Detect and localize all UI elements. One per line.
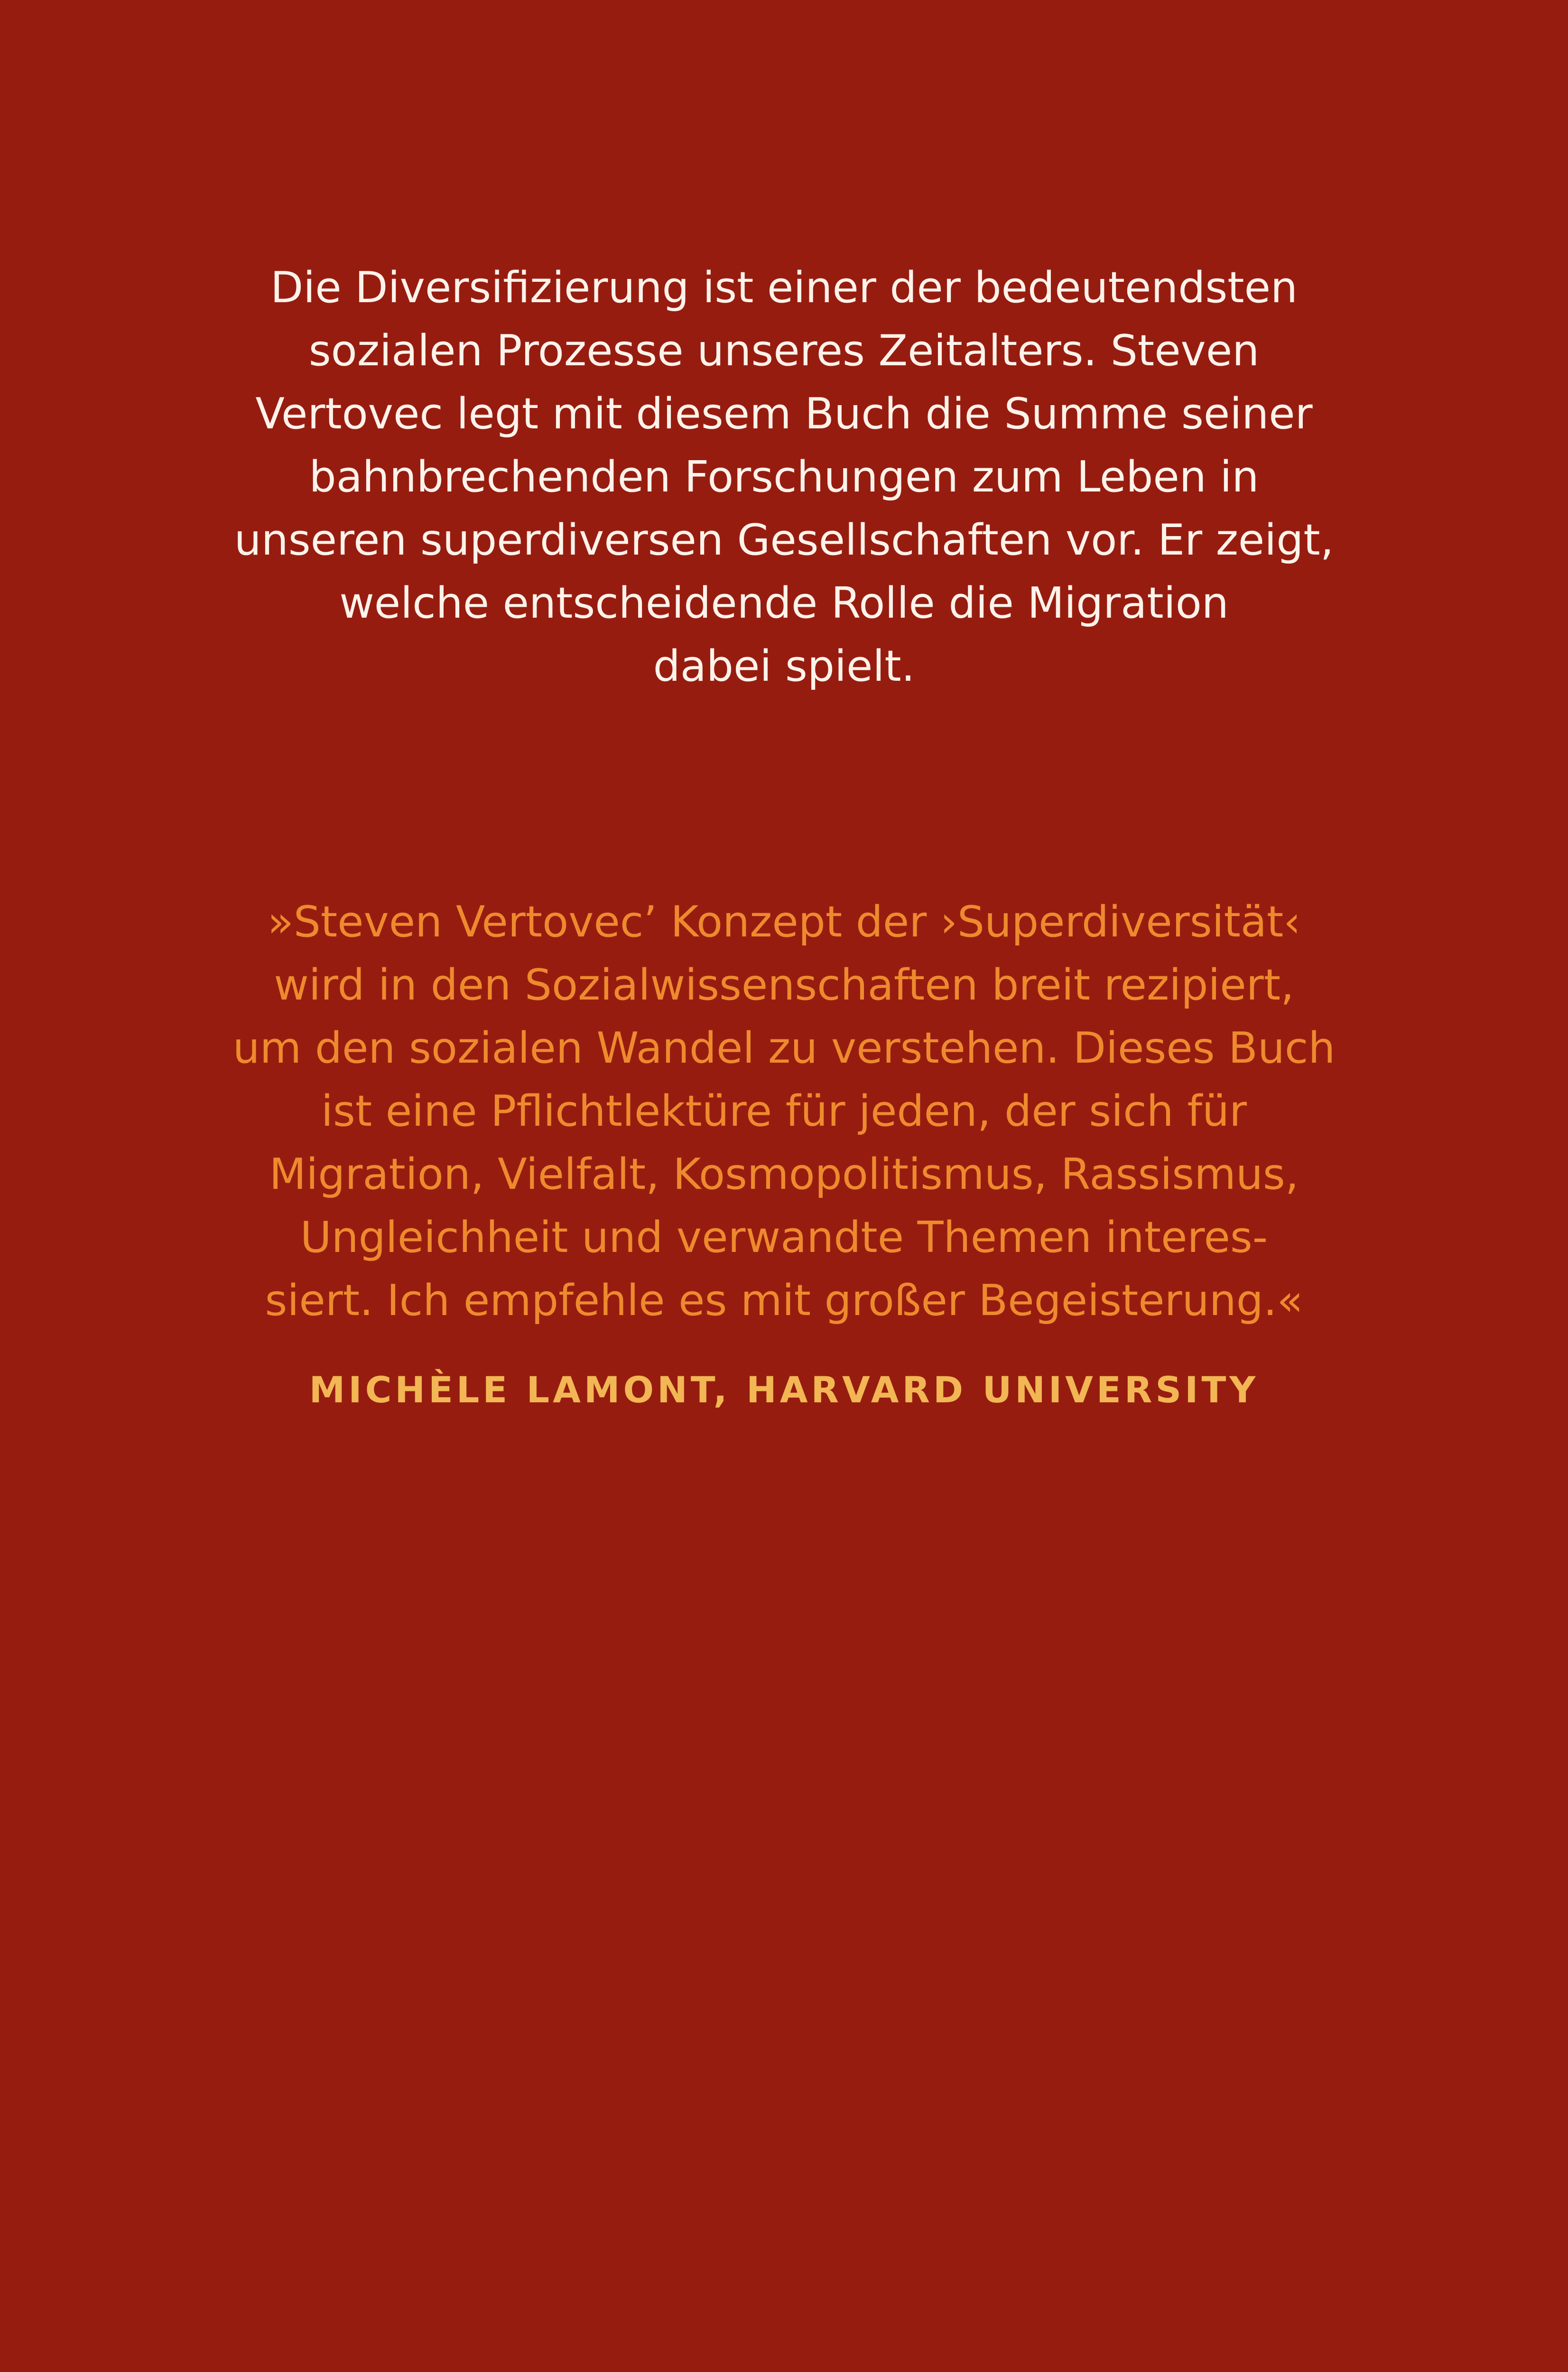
blurb-line: Die Diversifizierung ist einer der bedeutendsten [270, 263, 1298, 313]
quote-line: ist eine Pflichtlektüre für jeden, der sich für [321, 1086, 1247, 1136]
blurb-line: welche entscheidende Rolle die Migration [339, 578, 1229, 628]
quote-line: Ungleichheit und verwandte Themen interes- [300, 1213, 1268, 1262]
blurb-line: unseren superdiversen Gesellschaften vor. Er zeigt, [234, 515, 1334, 565]
quote-line: Migration, Vielfalt, Kosmopolitismus, Rassismus, [269, 1149, 1299, 1199]
blurb-line: bahnbrechenden Forschungen zum Leben in [309, 452, 1259, 502]
quote-line: um den sozialen Wandel zu verstehen. Dieses Buch [232, 1023, 1336, 1073]
quote-line: wird in den Sozialwissenschaften breit rezipiert, [274, 960, 1294, 1010]
quote-line: siert. Ich empfehle es mit großer Begeisterung.« [265, 1276, 1303, 1325]
quote-line: »Steven Vertovec’ Konzept der ›Superdiversität‹ [267, 897, 1301, 947]
blurb-line: sozialen Prozesse unseres Zeitalters. Steven [308, 326, 1260, 376]
book-blurb [0, 256, 1568, 698]
blurb-line: dabei spielt. [653, 641, 915, 691]
endorsement-quote [0, 890, 1568, 1332]
blurb-line: Vertovec legt mit diesem Buch die Summe seiner [255, 389, 1313, 439]
quote-attribution: MICHÈLE LAMONT, HARVARD UNIVERSITY [309, 1369, 1259, 1411]
